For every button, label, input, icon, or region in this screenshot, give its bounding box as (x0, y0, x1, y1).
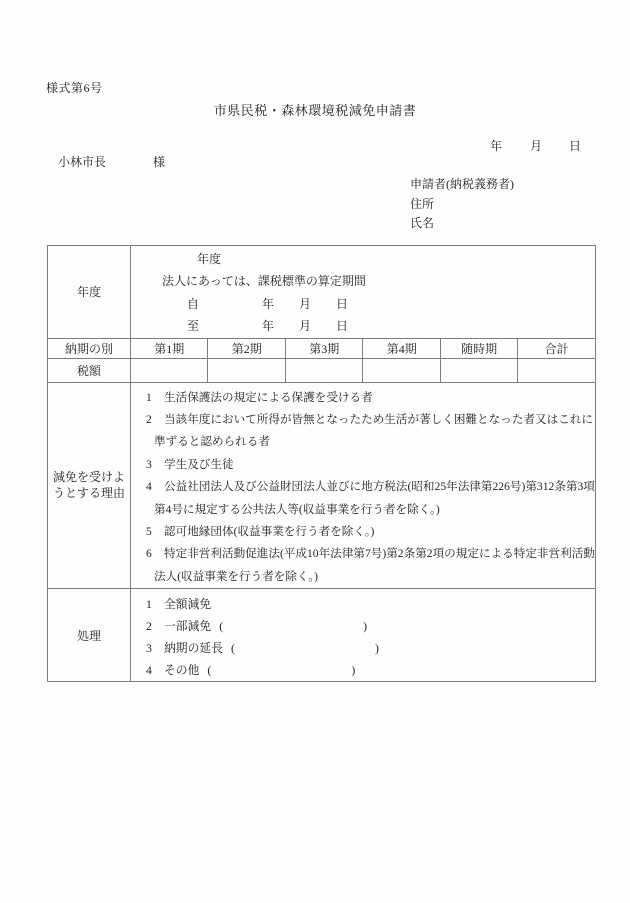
to-month-label: 月 (299, 319, 312, 334)
processing-item-3 (131, 637, 595, 659)
exemption-reason-row (48, 382, 596, 589)
processing-1-label: 全額減免 (164, 597, 212, 612)
reason-1-text: 生活保護法の規定による保護を受ける者 (164, 390, 373, 404)
reason-item-6-cont: 法人(収益事業を行う者を除く。) (154, 569, 319, 583)
reason-2-text: 当該年度において所得が皆無となったため生活が著しく困難となった者又はこれに (164, 413, 593, 427)
tax-amount-cell-occasional (440, 358, 517, 382)
reason-item-1 (131, 383, 595, 409)
reason-5-text: 認可地縁団体(収益事業を行う者を除く。) (164, 525, 375, 539)
date-line (490, 137, 581, 154)
reason-4-number: 4 (146, 480, 152, 494)
fiscal-year-value-line: 年度 (197, 252, 222, 266)
addressee-honorific: 様 (153, 155, 166, 169)
reason-item-4 (131, 476, 595, 498)
reason-item-4-cont: 第4号に規定する公共法人等(収益事業を行う者を除く。) (154, 502, 440, 516)
processing-item-2 (131, 615, 595, 637)
date-year-label: 年 (490, 139, 503, 153)
processing-3-paren-close: ) (374, 641, 379, 656)
applicant-block (410, 175, 514, 234)
reason-6-text: 特定非営利活動促進法(平成10年法律第7号)第2条第2項の規定による特定非営利活動 (164, 547, 595, 561)
processing-item-1 (131, 589, 595, 615)
page-title: 市県民税・森林環境税減免申請書 (213, 103, 417, 118)
applicant-name-label: 氏名 (410, 216, 435, 230)
processing-4-number: 4 (146, 663, 152, 678)
processing-2-label: 一部減免 (164, 619, 212, 634)
tax-amount-cell-4 (363, 358, 440, 382)
reason-item-5 (131, 521, 595, 543)
processing-3-paren-open: ( (231, 641, 235, 656)
from-year-label: 年 (262, 296, 275, 311)
from-day-label: 日 (336, 296, 349, 311)
addressee-name: 小林市長 (58, 155, 107, 169)
reason-item-6 (131, 543, 595, 565)
exemption-reason-row-header (48, 382, 131, 589)
processing-3-label: 納期の延長 (164, 641, 223, 656)
from-month-label: 月 (299, 296, 312, 311)
payment-period-row-header: 納期の別 (48, 338, 131, 358)
reason-6-number: 6 (146, 547, 152, 561)
processing-4-paren-open: ( (207, 663, 212, 678)
fiscal-year-cell (131, 246, 596, 339)
payment-period-row (48, 338, 596, 358)
processing-row (48, 589, 596, 682)
fiscal-year-row-header: 年度 (48, 246, 131, 339)
reason-4-text: 公益社団法人及び公益財団法人並びに地方税法(昭和25年法律第226号)第312条第3項 (164, 480, 595, 494)
processing-row-header: 処理 (48, 589, 131, 682)
period-col-1: 第1期 (131, 338, 208, 358)
period-col-3: 第3期 (285, 338, 362, 358)
addressee-line (58, 153, 165, 170)
reason-3-text: 学生及び生徒 (164, 457, 234, 471)
from-label: 自 (187, 296, 200, 311)
reason-2-number: 2 (146, 413, 152, 427)
reason-header-line1: 減免を受けよ (52, 470, 125, 485)
processing-2-number: 2 (146, 619, 152, 634)
reason-item-2 (131, 409, 595, 431)
reason-5-number: 5 (146, 525, 152, 539)
applicant-address-label: 住所 (410, 196, 435, 211)
tax-amount-cell-3 (285, 358, 362, 382)
processing-4-label: その他 (164, 663, 200, 678)
tax-amount-cell-1 (131, 358, 208, 382)
date-day-label: 日 (569, 139, 582, 153)
tax-amount-cell-total (518, 358, 595, 382)
reason-item-2-cont: 準ずると認められる者 (154, 435, 270, 449)
period-col-total: 合計 (518, 338, 595, 358)
fiscal-year-to-line (131, 315, 595, 337)
to-label: 至 (187, 319, 200, 334)
reason-header-line2: うとする理由 (52, 486, 125, 501)
processing-item-4 (131, 659, 595, 681)
reason-3-number: 3 (146, 457, 152, 471)
form-table (47, 245, 596, 682)
to-year-label: 年 (262, 319, 275, 334)
period-col-4: 第4期 (363, 338, 440, 358)
processing-1-number: 1 (146, 597, 152, 612)
fiscal-year-row (48, 246, 596, 339)
period-col-2: 第2期 (208, 338, 285, 358)
tax-amount-row (48, 358, 596, 382)
reason-1-number: 1 (146, 390, 152, 404)
tax-amount-row-header: 税額 (48, 358, 131, 382)
processing-4-paren-close: ) (351, 663, 356, 678)
period-col-occasional: 随時期 (440, 338, 517, 358)
form-number: 様式第6号 (46, 81, 103, 95)
exemption-reason-cell (131, 382, 596, 589)
fiscal-year-corporate-note: 法人にあっては、課税標準の算定期間 (162, 274, 366, 289)
to-day-label: 日 (336, 319, 349, 334)
processing-cell (131, 589, 596, 682)
processing-2-paren-close: ) (363, 619, 368, 634)
processing-3-number: 3 (146, 641, 152, 656)
fiscal-year-from-line (131, 293, 595, 315)
processing-2-paren-open: ( (219, 619, 224, 634)
tax-amount-cell-2 (208, 358, 285, 382)
date-month-label: 月 (530, 139, 543, 153)
reason-item-3 (131, 454, 595, 476)
applicant-label: 申請者(納税義務者) (410, 177, 514, 191)
